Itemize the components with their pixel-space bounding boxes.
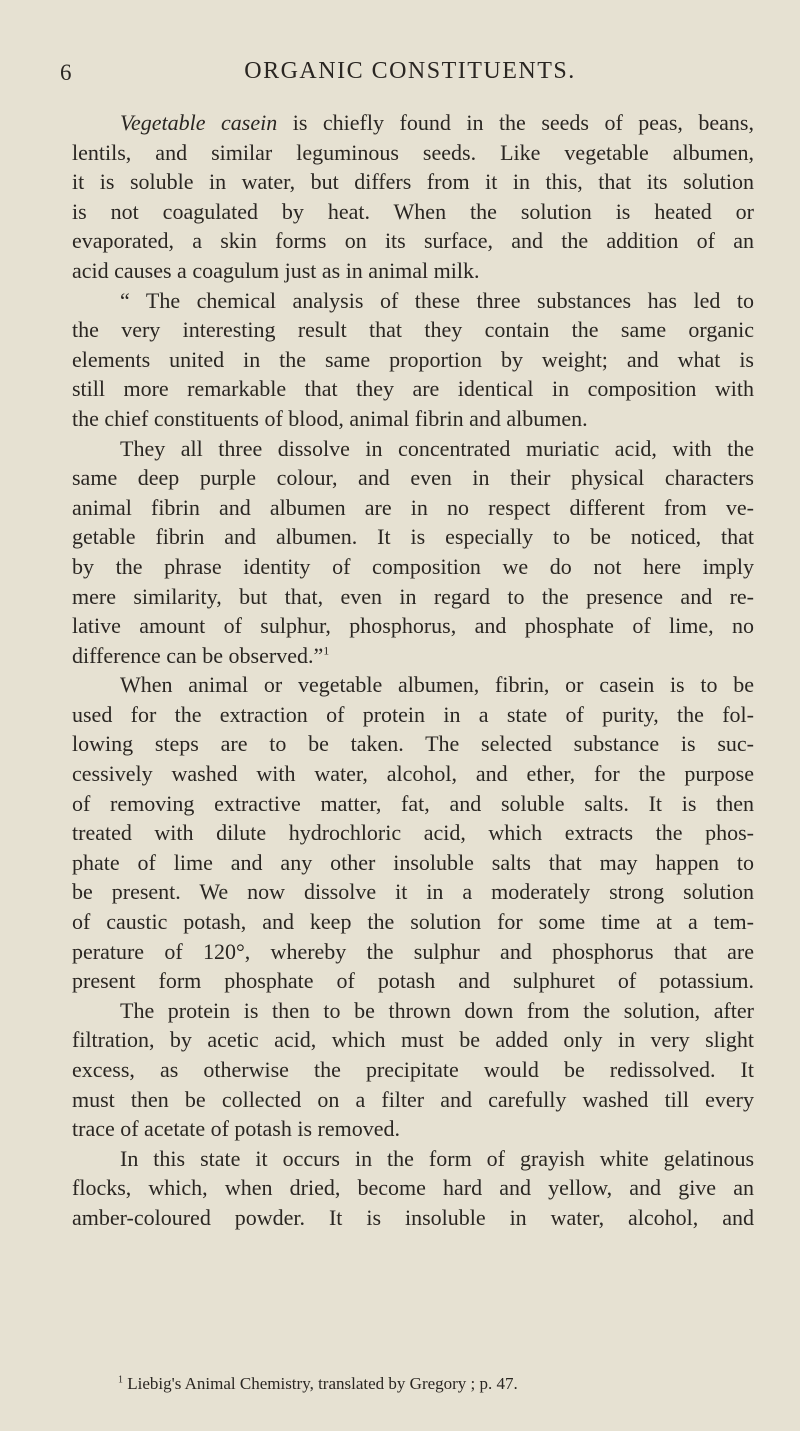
line-text: acid causes a coagulum just as in animal milk. [72, 257, 480, 283]
text-line [72, 759, 754, 789]
text-line [72, 818, 754, 848]
text-line [72, 1085, 754, 1115]
line-text: lative amount of sulphur, phosphorus, and phosphate of lime, no [72, 613, 754, 639]
line-text: must then be collected on a filter and carefully washed till every [72, 1086, 754, 1112]
line-text: filtration, by acetic acid, which must be added only in very slight [72, 1027, 754, 1053]
line-text: amber-coloured powder. It is insoluble in water, alcohol, and [72, 1204, 754, 1230]
text-line [72, 996, 754, 1026]
line-text: it is soluble in water, but differs from it in this, that its solution [72, 169, 754, 195]
line-text: present form phosphate of potash and sulphuret of potassium. [72, 968, 754, 994]
line-text: perature of 120°, whereby the sulphur and phosphorus that are [72, 938, 754, 964]
footnote-reference: 1 [323, 643, 330, 658]
text-line [72, 286, 754, 316]
line-text: excess, as otherwise the precipitate would be redissolved. It [72, 1057, 754, 1082]
text-line [72, 404, 754, 434]
line-text: mere similarity, but that, even in regard to the presence and re- [72, 583, 754, 609]
footnote-marker: 1 [118, 1374, 123, 1386]
italic-term: Vegetable casein [120, 110, 278, 135]
text-line [72, 167, 754, 197]
text-line [72, 848, 754, 878]
page-number: 6 [60, 60, 72, 85]
text-line [72, 226, 754, 256]
line-text: cessively washed with water, alcohol, and ether, for the purpose [72, 761, 754, 787]
footnote-text: Liebig's Animal Chemistry, translated by Gregory ; p. 47. [127, 1374, 518, 1393]
text-line [72, 552, 754, 582]
line-text: lowing steps are to be taken. The selected substance is suc- [72, 731, 754, 757]
text-line [72, 729, 754, 759]
text-line [72, 315, 754, 345]
text-line [72, 522, 754, 552]
line-text: The protein is then to be thrown down from the solution, after [120, 997, 754, 1023]
text-line [72, 582, 754, 612]
line-text: is not coagulated by heat. When the solution is heated or [72, 198, 754, 224]
text-line [72, 907, 754, 937]
text-line [72, 937, 754, 967]
line-text: difference can be observed.” [72, 642, 324, 668]
text-line [72, 493, 754, 523]
text-line [72, 197, 754, 227]
line-text: used for the extraction of protein in a state of purity, the fol- [72, 701, 754, 727]
line-text: When animal or vegetable albumen, fibrin, or casein is to be [120, 672, 754, 698]
line-text: flocks, which, when dried, become hard and yellow, and give an [72, 1175, 754, 1201]
line-text: by the phrase identity of composition we do not here imply [72, 553, 754, 579]
line-text: still more remarkable that they are identical in composition with [72, 376, 754, 402]
text-line [72, 256, 754, 286]
line-text: of caustic potash, and keep the solution for some time at a tem- [72, 909, 754, 935]
page-header [40, 52, 800, 92]
text-line [72, 1114, 754, 1144]
line-text: elements united in the same proportion by weight; and what is [72, 346, 754, 372]
footnote [118, 1374, 758, 1394]
text-line [72, 1055, 754, 1085]
text-line [72, 1173, 754, 1203]
text-line [72, 641, 754, 671]
line-text: of removing extractive matter, fat, and soluble salts. It is then [72, 790, 754, 816]
line-text: “ The chemical analysis of these three substances has led to [120, 287, 754, 313]
text-line [72, 1025, 754, 1055]
text-line [72, 789, 754, 819]
line-text: getable fibrin and albumen. It is especially to be noticed, that [72, 524, 754, 550]
line-text: trace of acetate of potash is removed. [72, 1116, 401, 1142]
text-line [72, 463, 754, 493]
text-line [72, 670, 754, 700]
line-text: evaporated, a skin forms on its surface, and the addition of an [72, 228, 754, 254]
line-text: treated with dilute hydrochloric acid, which extracts the phos- [72, 820, 754, 846]
text-line [72, 611, 754, 641]
line-text: phate of lime and any other insoluble salts that may happen to [72, 849, 754, 875]
line-text: is chiefly found in the seeds of peas, beans, [277, 110, 754, 135]
body-text [72, 108, 754, 1233]
text-line [72, 966, 754, 996]
line-text: In this state it occurs in the form of grayish white gelatinous [120, 1145, 754, 1171]
line-text: same deep purple colour, and even in their physical characters [72, 465, 754, 491]
line-text: the very interesting result that they contain the same organic [72, 317, 754, 343]
text-line [72, 877, 754, 907]
text-line [72, 345, 754, 375]
text-line [72, 108, 754, 138]
text-line [72, 138, 754, 168]
line-text: be present. We now dissolve it in a moderately strong solution [72, 879, 754, 905]
running-head: ORGANIC CONSTITUENTS. [244, 58, 576, 84]
text-line [72, 374, 754, 404]
line-text: They all three dissolve in concentrated muriatic acid, with the [120, 435, 754, 461]
line-text: lentils, and similar leguminous seeds. Like vegetable albumen, [72, 139, 754, 165]
text-line [72, 1203, 754, 1233]
text-line [72, 1144, 754, 1174]
line-text: the chief constituents of blood, animal fibrin and albumen. [72, 405, 588, 431]
line-text: animal fibrin and albumen are in no respect different from ve- [72, 494, 754, 520]
text-line [72, 434, 754, 464]
text-line [72, 700, 754, 730]
